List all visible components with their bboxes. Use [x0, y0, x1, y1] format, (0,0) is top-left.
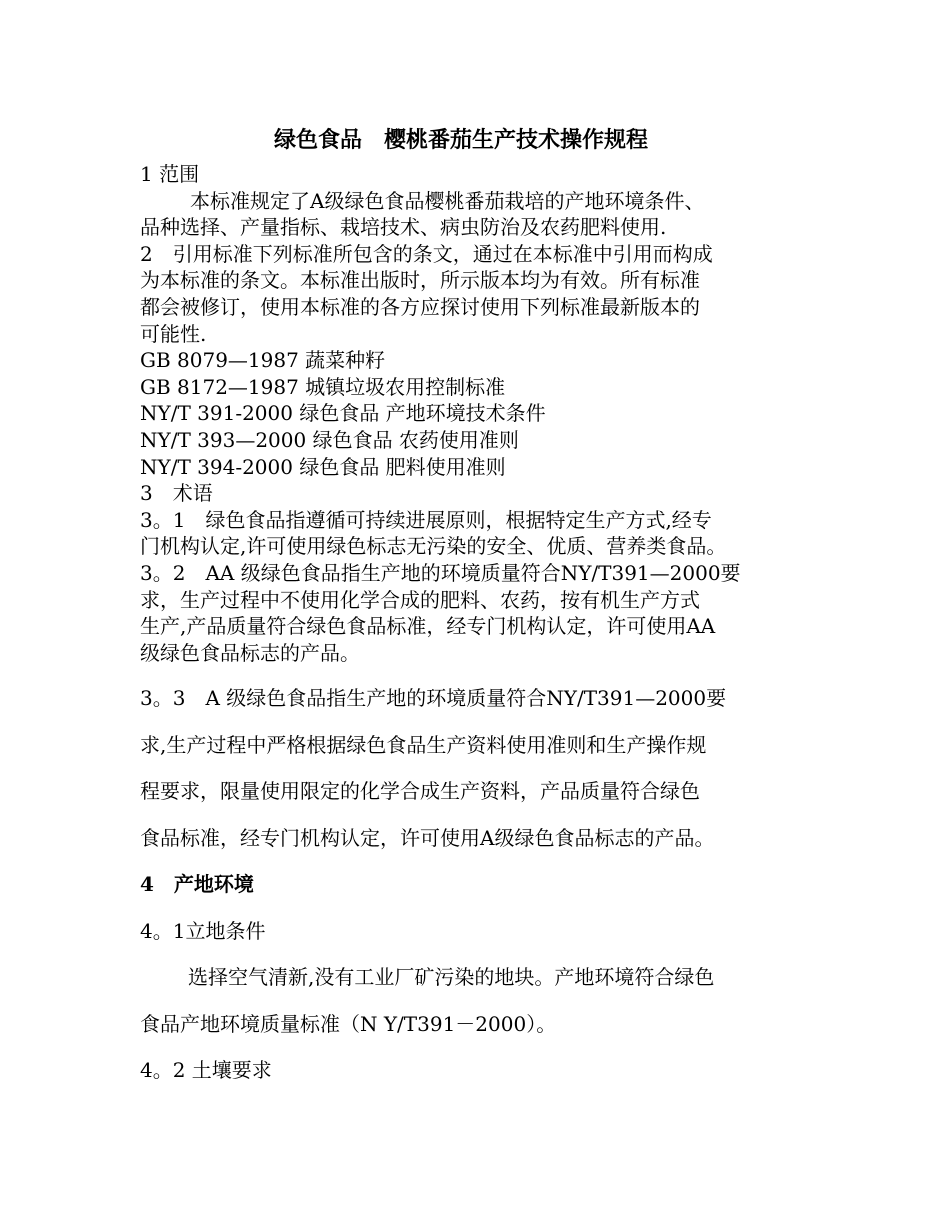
reference-standard: GB 8079—1987 蔬菜种籽 — [140, 348, 386, 373]
subsection-heading-site: 4。1立地条件 — [140, 918, 266, 943]
paragraph-line: 品种选择、产量指标、栽培技术、病虫防治及农药肥料使用. — [140, 215, 667, 240]
document-title: 绿色食品 樱桃番茄生产技术操作规程 — [273, 127, 648, 153]
paragraph-line: 门机构认定,许可使用绿色标志无污染的安全、优质、营养类食品。 — [140, 534, 727, 559]
subsection-heading-soil: 4。2 土壤要求 — [140, 1058, 272, 1082]
section-heading-environment: 4 产地环境 — [140, 872, 254, 896]
paragraph-line: 都会被修订，使用本标准的各方应探讨使用下列标准最新版本的 — [140, 294, 700, 319]
body-text-tight — [140, 161, 830, 666]
reference-standard: NY/T 391-2000 绿色食品 产地环境技术条件 — [140, 401, 546, 426]
paragraph-line: 3。2 AA 级绿色食品指生产地的环境质量符合NY/T391—2000要 — [140, 560, 741, 585]
paragraph-line: 可能性. — [140, 321, 207, 346]
paragraph-line: 级绿色食品标志的产品。 — [140, 640, 360, 665]
body-text-loose — [140, 675, 830, 1094]
paragraph-line: 3。3 A 级绿色食品指生产地的环境质量符合NY/T391—2000要 — [140, 686, 727, 710]
paragraph-line: 程要求，限量使用限定的化学合成生产资料，产品质量符合绿色 — [140, 779, 700, 803]
paragraph-line: 选择空气清新,没有工业厂矿污染的地块。产地环境符合绿色 — [188, 965, 715, 989]
paragraph-line: 2 引用标准下列标准所包含的条文，通过在本标准中引用而构成 — [140, 241, 713, 266]
paragraph-line: 3。1 绿色食品指遵循可持续进展原则，根据特定生产方式,经专 — [140, 507, 712, 532]
section-heading-terms: 3 术语 — [140, 481, 213, 506]
paragraph-line: 为本标准的条文。本标准出版时，所示版本均为有效。所有标准 — [140, 268, 700, 293]
paragraph-line: 食品产地环境质量标准（N Y/T391－2000）。 — [140, 1011, 557, 1036]
paragraph-line: 食品标准，经专门机构认定，许可使用A级绿色食品标志的产品。 — [140, 825, 715, 850]
paragraph-line: 生产,产品质量符合绿色食品标准，经专门机构认定，许可使用AA — [140, 614, 716, 639]
paragraph-line: 本标准规定了A级绿色食品樱桃番茄栽培的产地环境条件、 — [190, 188, 705, 213]
reference-standard: NY/T 393—2000 绿色食品 农药使用准则 — [140, 427, 519, 452]
paragraph-line: 求，生产过程中不使用化学合成的肥料、农药，按有机生产方式 — [140, 587, 700, 612]
reference-standard: GB 8172—1987 城镇垃圾农用控制标准 — [140, 374, 506, 399]
reference-standard: NY/T 394-2000 绿色食品 肥料使用准则 — [140, 454, 506, 479]
paragraph-line: 求,生产过程中严格根据绿色食品生产资料使用准则和生产操作规 — [140, 732, 707, 757]
section-heading-scope: 1 范围 — [140, 162, 200, 186]
